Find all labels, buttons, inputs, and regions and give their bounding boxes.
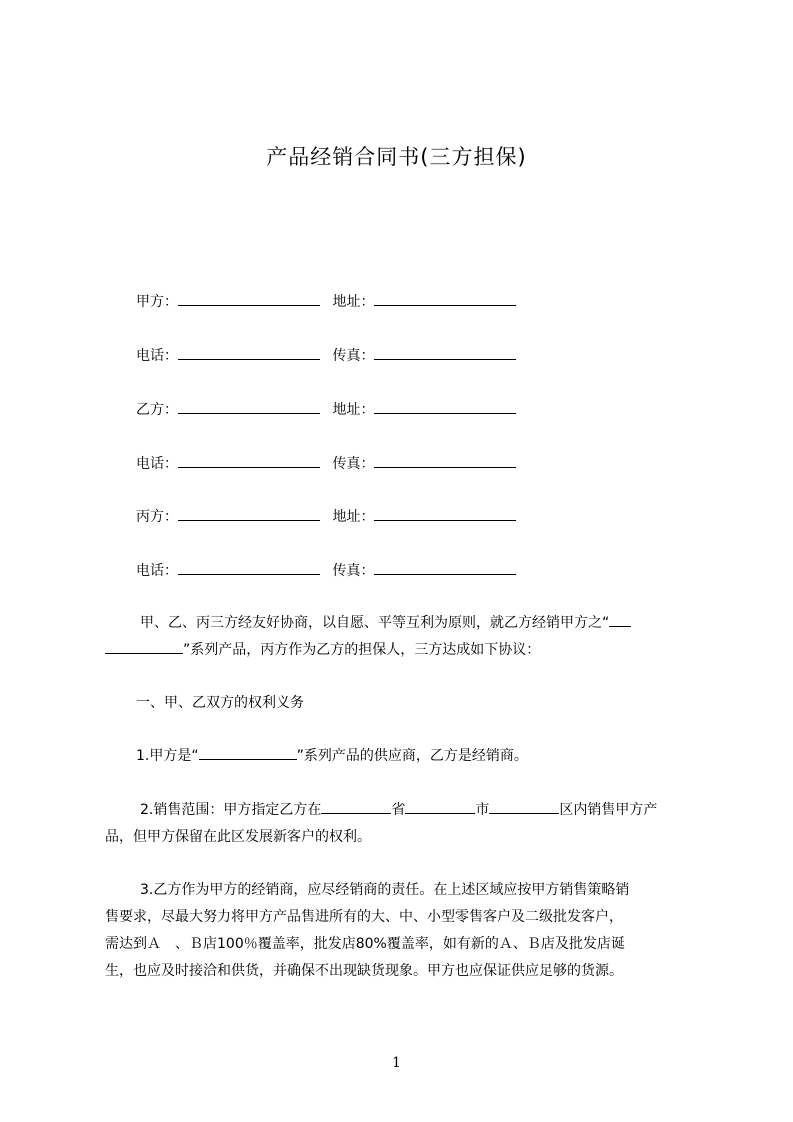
phone-blank[interactable] — [178, 560, 320, 575]
clause-2-part2: 省 — [391, 802, 406, 818]
party-c-label: 丙方： — [136, 509, 178, 525]
phone-blank[interactable] — [178, 345, 320, 360]
clause-3-line4: 生，也应及时接洽和供货，并确保不出现缺货现象。甲方也应保证供应足够的货源。 — [105, 963, 623, 979]
party-row — [136, 399, 516, 420]
clause-2-part4: 区内销售甲方产 — [559, 802, 658, 818]
address-label: 地址： — [332, 294, 375, 310]
address-label: 地址： — [332, 402, 375, 418]
fax-label: 传真： — [332, 456, 375, 472]
party-row — [136, 560, 516, 581]
fax-label: 传真： — [332, 563, 375, 579]
phone-label: 电话： — [136, 456, 178, 472]
clause-1-suffix: ”系列产品的供应商，乙方是经销商。 — [296, 748, 528, 764]
page-number: 1 — [392, 1055, 401, 1071]
clause-2-part3: 市 — [475, 802, 490, 818]
city-blank[interactable] — [405, 799, 475, 814]
party-a-label: 甲方： — [136, 294, 178, 310]
fax-blank[interactable] — [374, 560, 516, 575]
party-row — [136, 345, 516, 366]
supplier-product-blank[interactable] — [199, 745, 297, 760]
party-b-blank[interactable] — [178, 399, 320, 414]
party-row — [136, 453, 516, 474]
address-blank[interactable] — [374, 506, 516, 521]
product-name-blank[interactable] — [105, 639, 183, 654]
clause-3-line2: 售要求，尽最大努力将甲方产品售进所有的大、中、小型零售客户及二级批发客户， — [105, 909, 623, 925]
fax-blank[interactable] — [374, 345, 516, 360]
province-blank[interactable] — [321, 799, 391, 814]
intro-line2: ”系列产品，丙方作为乙方的担保人，三方达成如下协议： — [183, 642, 541, 658]
phone-label: 电话： — [136, 348, 178, 364]
party-row — [136, 291, 516, 312]
party-c-blank[interactable] — [178, 506, 320, 521]
page-title: 产品经销合同书(三方担保) — [266, 145, 527, 169]
clause-3-line3: 需达到Ａ 、Ｂ店100％覆盖率，批发店80%覆盖率，如有新的Ａ、Ｂ店及批发店诞 — [105, 936, 625, 952]
clause-2-part1: 2.销售范围：甲方指定乙方在 — [140, 802, 322, 818]
phone-label: 电话： — [136, 563, 178, 579]
address-blank[interactable] — [374, 291, 516, 306]
fax-blank[interactable] — [374, 453, 516, 468]
product-name-blank[interactable] — [609, 612, 631, 627]
intro-paragraph — [105, 639, 540, 659]
address-blank[interactable] — [374, 399, 516, 414]
district-blank[interactable] — [489, 799, 559, 814]
address-label: 地址： — [332, 509, 375, 525]
clause-2-line2: 品，但甲方保留在此区发展新客户的权利。 — [105, 829, 371, 845]
intro-line1: 甲、乙、丙三方经友好协商，以自愿、平等互利为原则，就乙方经销甲方之“ — [140, 615, 610, 631]
party-b-label: 乙方： — [136, 402, 178, 418]
section-heading: 一、甲、乙双方的权利义务 — [136, 695, 304, 711]
intro-paragraph — [140, 612, 631, 632]
party-a-blank[interactable] — [178, 291, 320, 306]
clause-2 — [140, 799, 657, 819]
phone-blank[interactable] — [178, 453, 320, 468]
clause-1 — [136, 745, 528, 765]
fax-label: 传真： — [332, 348, 375, 364]
clause-3-line1: 3.乙方作为甲方的经销商，应尽经销商的责任。在上述区域应按甲方销售策略销 — [140, 882, 630, 898]
party-row — [136, 506, 516, 527]
clause-1-prefix: 1.甲方是“ — [136, 748, 199, 764]
